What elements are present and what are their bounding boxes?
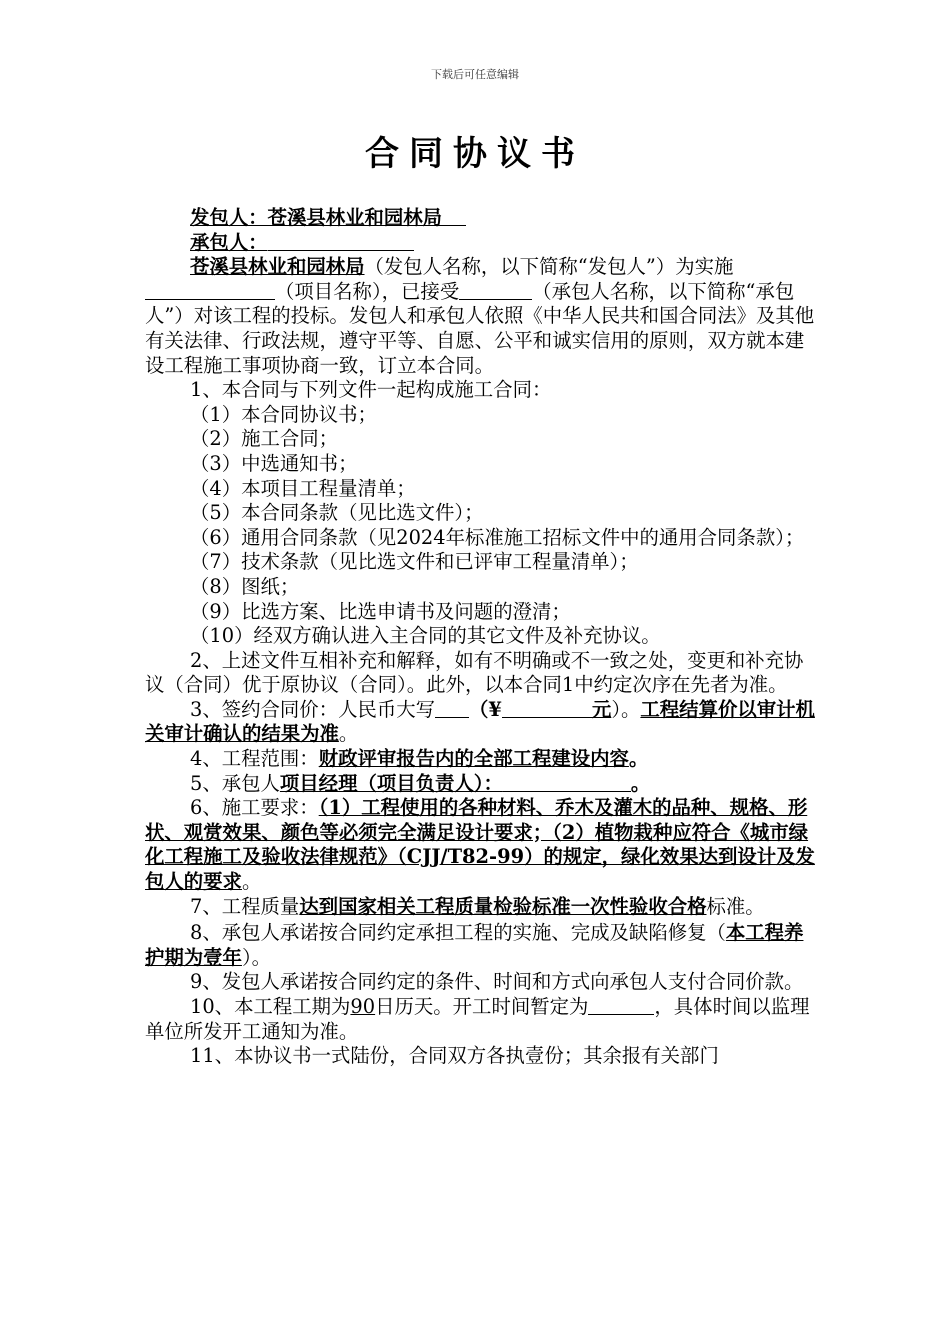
- construction-requirements: （1）工程使用的各种材料、乔木及灌木的品种、规格、形状、观赏效果、颜色等必须完全满足设计要求；（2）植物栽种应符合《城市绿化工程施工及验收法律规范》（CJJ/T82-99）的规定，绿化效果达到设计及发包人的要求: [145, 796, 815, 894]
- clause-3-yen: （¥: [469, 697, 502, 721]
- maintenance-period: 本工程养护期为壹年: [145, 921, 804, 969]
- clause-3-yuan: 元: [591, 697, 612, 721]
- contractor-name-blank: [459, 281, 532, 300]
- clause-5-end: 。: [630, 771, 651, 795]
- amount-number-blank: [502, 699, 592, 718]
- project-name-blank: [145, 281, 275, 300]
- list-item: （6）通用合同条款（见2024年标准施工招标文件中的通用合同条款）；: [190, 525, 805, 549]
- clause-4-end: 。: [628, 747, 649, 771]
- employer-line: 发包人：苍溪县林业和园林局: [190, 206, 443, 229]
- clause-4-prefix: 4、工程范围：: [190, 747, 319, 771]
- clause-4: [145, 747, 815, 772]
- quality-standard: 达到国家相关工程质量检验标准一次性验收合格: [299, 894, 707, 918]
- header-note: 下载后可任意编辑: [431, 68, 519, 81]
- list-item: （9）比选方案、比选申请书及问题的澄清；: [190, 599, 571, 623]
- intro-text-3: （承包人名称，以下简称“承包人”）对该工程的投标。发包人和承包人依照《中华人民共和国合同法》及其他有关法律、行政法规，遵守平等、自愿、公平和诚实信用的原则，双方就本建设工程施工事项协商一致，订立本合同。: [145, 279, 815, 377]
- clause-10-prefix: 10、本工程工期为: [190, 995, 351, 1018]
- clause-1-items: [145, 403, 815, 649]
- list-item: （3）中选通知书；: [190, 451, 358, 475]
- project-manager-label: 项目经理（项目负责人）：: [279, 771, 503, 795]
- list-item: （1）本合同协议书；: [190, 402, 377, 426]
- clause-11: 11、本协议书一式陆份，合同双方各执壹份；其余报有关部门: [190, 1044, 719, 1068]
- list-item: （7）技术条款（见比选文件和已评审工程量清单）；: [190, 550, 639, 574]
- document-body: [145, 206, 815, 1069]
- intro-employer: 苍溪县林业和园林局: [190, 255, 365, 279]
- clause-10-end: ，具体时间以监理单位所发开工通知为准。: [145, 995, 810, 1043]
- clause-3-prefix: 3、签约合同价：人民币大写: [190, 697, 436, 721]
- clause-6: [145, 796, 815, 894]
- list-item: （4）本项目工程量清单；: [190, 476, 416, 500]
- clause-2: 2、上述文件互相补充和解释，如有不明确或不一致之处，变更和补充协议（合同）优于原协议（合同）。此外，以本合同1中约定次序在先者为准。: [145, 648, 804, 697]
- clause-8-end: ）。: [241, 945, 272, 969]
- list-item: （10）经双方确认进入主合同的其它文件及补充协议。: [190, 624, 661, 648]
- employer-blank: [442, 207, 466, 226]
- contractor-blank: [268, 232, 414, 251]
- intro-text-2: （项目名称），已接受: [275, 279, 460, 303]
- clause-8: [145, 921, 815, 970]
- clause-3-mid: ）。: [611, 697, 641, 721]
- start-date-blank: [588, 996, 654, 1015]
- list-item: （5）本合同条款（见比选文件）；: [190, 501, 484, 525]
- clause-8-prefix: 8、承包人承诺按合同约定承担工程的实施、完成及缺陷修复（: [190, 921, 726, 945]
- settlement-clause: 工程结算价以审计机关审计确认的结果为准: [145, 697, 815, 746]
- duration-days: 90: [350, 995, 376, 1018]
- clause-7: [145, 895, 815, 920]
- clause-6-prefix: 6、施工要求：: [190, 796, 319, 820]
- contractor-line: 承包人：: [190, 230, 268, 254]
- clause-7-prefix: 7、工程质量: [190, 894, 300, 918]
- clause-10: [145, 995, 815, 1044]
- list-item: （8）图纸；: [190, 574, 300, 598]
- clause-6-end: 。: [241, 870, 262, 894]
- intro-text-1: （发包人名称，以下简称“发包人”）为实施: [364, 255, 734, 279]
- document-title: 合同协议书: [365, 134, 585, 174]
- clause-7-end: 标准。: [706, 894, 765, 918]
- clause-9: 9、发包人承诺按合同约定的条件、时间和方式向承包人支付合同价款。: [190, 970, 804, 994]
- clause-1: 1、本合同与下列文件一起构成施工合同：: [190, 378, 552, 402]
- clause-3-end: 。: [338, 722, 359, 746]
- amount-words-blank: [435, 699, 469, 718]
- scope-text: 财政评审报告内的全部工程建设内容: [318, 747, 629, 771]
- list-item: （2）施工合同；: [190, 427, 339, 451]
- clause-10-mid: 日历天。开工时间暂定为: [375, 995, 589, 1018]
- clause-5: [145, 772, 815, 797]
- clause-3: [145, 698, 815, 747]
- project-manager-blank: [503, 773, 631, 792]
- intro-paragraph: [145, 255, 815, 378]
- clause-5-prefix: 5、承包人: [190, 771, 280, 795]
